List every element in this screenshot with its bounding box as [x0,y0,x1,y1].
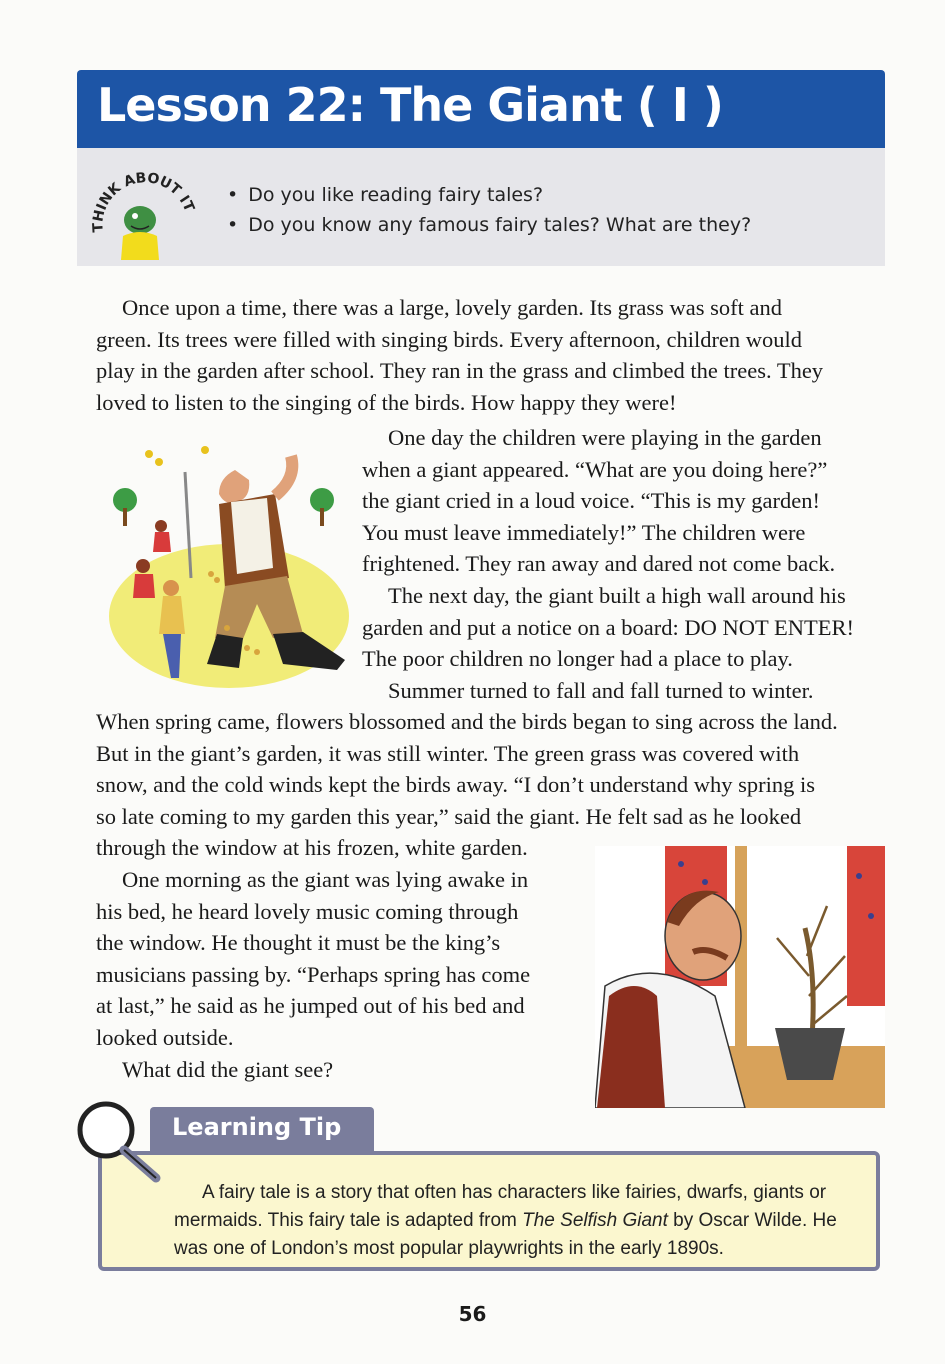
story-paragraph-4-start [362,675,886,707]
story-paragraph-3 [362,580,886,675]
text-line: What did the giant see? [122,1057,334,1082]
text-line: looked outside. [96,1024,234,1050]
lesson-title-bar [77,70,885,148]
text-line: when a giant appeared. “What are you doing here?” [362,456,828,482]
text-line: so late coming to my garden this year,” said the giant. He felt sad as he looked [96,803,802,829]
text-line: snow, and the cold winds kept the birds away. “I don’t understand why spring is [96,772,816,798]
story-paragraph-4 [96,706,886,864]
turtle-head-icon [124,206,156,234]
story-paragraph-5 [96,864,576,1054]
magnifying-glass-icon [72,1098,168,1188]
text-line: loved to listen to the singing of the birds. How happy they were! [96,389,677,415]
giant-garden-illustration [107,438,351,690]
text-line: Summer turned to fall and fall turned to winter. [388,678,814,703]
lesson-title: Lesson 22: The Giant ( I ) [97,78,723,132]
text-line: When spring came, flowers blossomed and the birds began to sing across the land. [96,709,838,734]
learning-tip-text-start: A fairy tale is a story that often has characters like fairies, dwarfs, giants or mermaids. This fairy tale is adapted from [174,1182,827,1231]
think-about-it-label: THINK ABOUT IT [90,170,197,233]
learning-tip-box [98,1151,880,1271]
text-line: his bed, he heard lovely music coming through [96,898,519,924]
text-line: Once upon a time, there was a large, lovely garden. Its grass was soft and [122,295,783,320]
think-about-it-badge [85,160,205,260]
text-line: musicians passing by. “Perhaps spring has come [96,961,531,987]
page-number: 56 [458,1302,487,1326]
text-line: One day the children were playing in the garden [388,425,822,450]
text-line: at last,” he said as he jumped out of his bed and [96,993,525,1019]
text-line: One morning as the giant was lying awake in [122,867,529,892]
book-title: The Selfish Giant [522,1210,668,1231]
think-about-it-box [77,148,885,266]
text-line: The next day, the giant built a high wall around his [388,583,846,608]
think-question: • Do you like reading fairy tales? [227,184,751,206]
story-paragraph-6 [96,1054,576,1086]
story-paragraph-1 [96,292,886,418]
text-line: But in the giant’s garden, it was still winter. The green grass was covered with [96,740,800,766]
learning-tip-text [174,1179,874,1263]
story-paragraph-2 [362,422,886,580]
think-question: • Do you know any famous fairy tales? What are they? [227,214,751,236]
text-line: garden and put a notice on a board: DO NOT ENTER! [362,614,854,640]
text-line: You must leave immediately!” The children were [362,519,806,545]
text-line: frightened. They ran away and dared not come back. [362,551,836,577]
text-line: the window. He thought it must be the king’s [96,930,501,956]
text-line: green. Its trees were filled with singing birds. Every afternoon, children would [96,326,803,352]
text-line: play in the garden after school. They ran in the grass and climbed the trees. They [96,358,824,384]
learning-tip-tab [150,1107,374,1153]
text-line: The poor children no longer had a place to play. [362,646,793,672]
text-line: the giant cried in a loud voice. “This is my garden! [362,488,820,514]
learning-tip-label: Learning Tip [172,1113,342,1141]
turtle-body-icon [121,232,159,260]
giant-window-illustration [595,846,885,1108]
text-line: through the window at his frozen, white garden. [96,835,528,861]
learning-tip-text-end: by Oscar Wilde. He was one of London’s most popular playwrights in the early 1890s. [174,1210,837,1259]
